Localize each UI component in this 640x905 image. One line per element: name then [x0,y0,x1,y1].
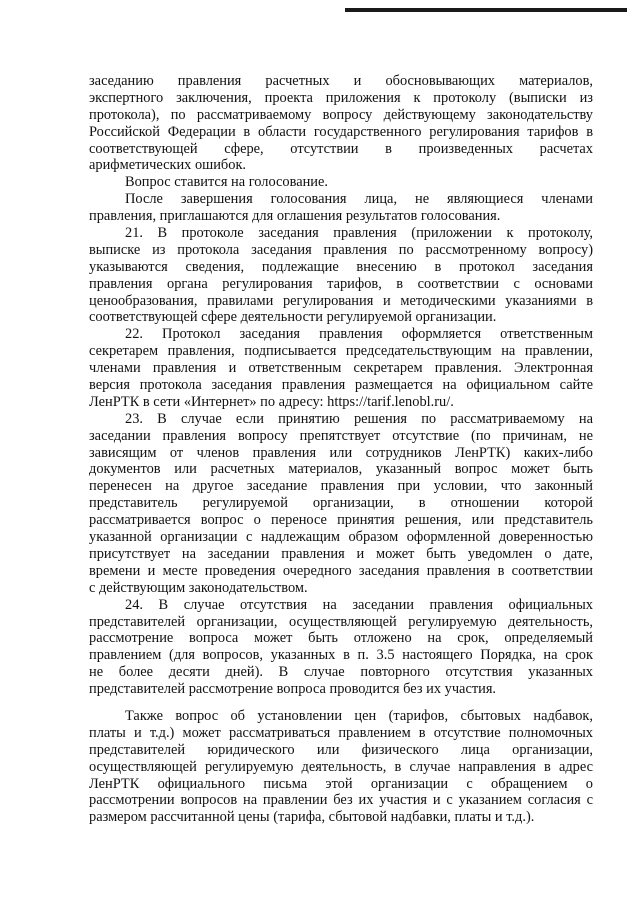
text-line: указываются сведения, подлежащие внесению в протокол заседания [89,258,593,275]
text-line: размером рассчитанной цены (тарифа, сбытовой надбавки, платы и т.д.). [89,809,535,826]
text-line: ценообразования, правилами регулирования и методическими указаниями в [89,292,593,309]
text-line: присутствует на заседании правления и может быть уведомлен о дате, [89,545,593,562]
text-line: рассматривается вопрос о переносе принятия решения, или представитель [89,512,593,529]
text-line: правлением (для вопросов, указанных в п. 3.5 настоящего Порядка, на срок [89,647,593,664]
text-line: представителей рассмотрение вопроса проводится без их участия. [89,681,497,698]
text-line: выписке из протокола заседания правления по рассмотренному вопросу) [89,241,593,258]
text-line: ЛенРТК в сети «Интернет» по адресу: https://tarif.lenobl.ru/. [89,393,454,410]
text-line: указанной организации с надлежащим образом оформленной доверенностью [89,529,593,546]
text-line: правления, приглашаются для оглашения результатов голосования. [89,208,501,225]
text-line: протокола), по рассматриваемому вопросу действующему законодательству [89,106,593,123]
text-line: осуществляющей регулируемую деятельность, в случае направления в адрес [89,758,593,775]
text-line: арифметических ошибок. [89,157,247,174]
text-line: зависящим от членов правления или сотрудников ЛенРТК) каких-либо [89,444,593,461]
text-line: правления органа регулирования тарифов, в соответствии с основами [89,275,593,292]
text-line: времени и месте проведения очередного заседания правления в соответствии [89,562,593,579]
text-line: После завершения голосования лица, не являющиеся членами [125,191,593,208]
text-line: Также вопрос об установлении цен (тарифов, сбытовых надбавок, [125,707,593,724]
text-line: не более десяти дней). В случае повторного отсутствия указанных [89,664,593,681]
document-body [89,73,593,826]
text-line: документов или расчетных материалов, указанный вопрос может быть [89,461,593,478]
text-line: Российской Федерации в области государственного регулирования тарифов в [89,123,593,140]
text-line: 21. В протоколе заседания правления (приложении к протоколу, [125,225,593,242]
text-line: соответствующей сфере деятельности регулируемой организации. [89,309,497,326]
text-line: платы и т.д.) может рассматриваться правлением в отсутствие полномочных [89,724,593,741]
text-line: членами правления и ответственным секретарем правления. Электронная [89,360,593,377]
text-line: 23. В случае если принятию решения по рассматриваемому на [125,410,593,427]
text-line: представителей организации, осуществляющей регулируемую деятельность, [89,613,593,630]
text-line: перенесен на другое заседание правления при условии, что законный [89,478,593,495]
text-line: соответствующей сфере, отсутствии в произведенных расчетах [89,140,593,157]
text-line: 22. Протокол заседания правления оформляется ответственным [125,326,593,343]
text-line: секретарем правления, подписывается председательствующим на правлении, [89,343,593,360]
text-line: Вопрос ставится на голосование. [125,174,328,191]
text-line: представителей юридического или физического лица организации, [89,741,593,758]
text-line: версия протокола заседания правления размещается на официальном сайте [89,377,593,394]
text-line: 24. В случае отсутствия на заседании правления официальных [125,596,593,613]
text-line: рассмотрении вопросов на правлении без их участия и с указанием согласия с [89,792,593,809]
text-line: заседании правления вопросу препятствует отсутствие (по причинам, не [89,427,593,444]
scan-top-edge-line [345,8,627,12]
text-line: заседанию правления расчетных и обосновывающих материалов, [89,73,593,89]
text-line: экспертного заключения, проекта приложения к протоколу (выписки из [89,89,593,106]
text-line: рассмотрение вопроса может быть отложено на срок, определяемый [89,630,593,647]
text-line: с действующим законодательством. [89,579,308,596]
text-line: представитель регулируемой организации, в отношении которой [89,495,593,512]
text-line: ЛенРТК официального письма этой организации с обращением о [89,775,593,792]
